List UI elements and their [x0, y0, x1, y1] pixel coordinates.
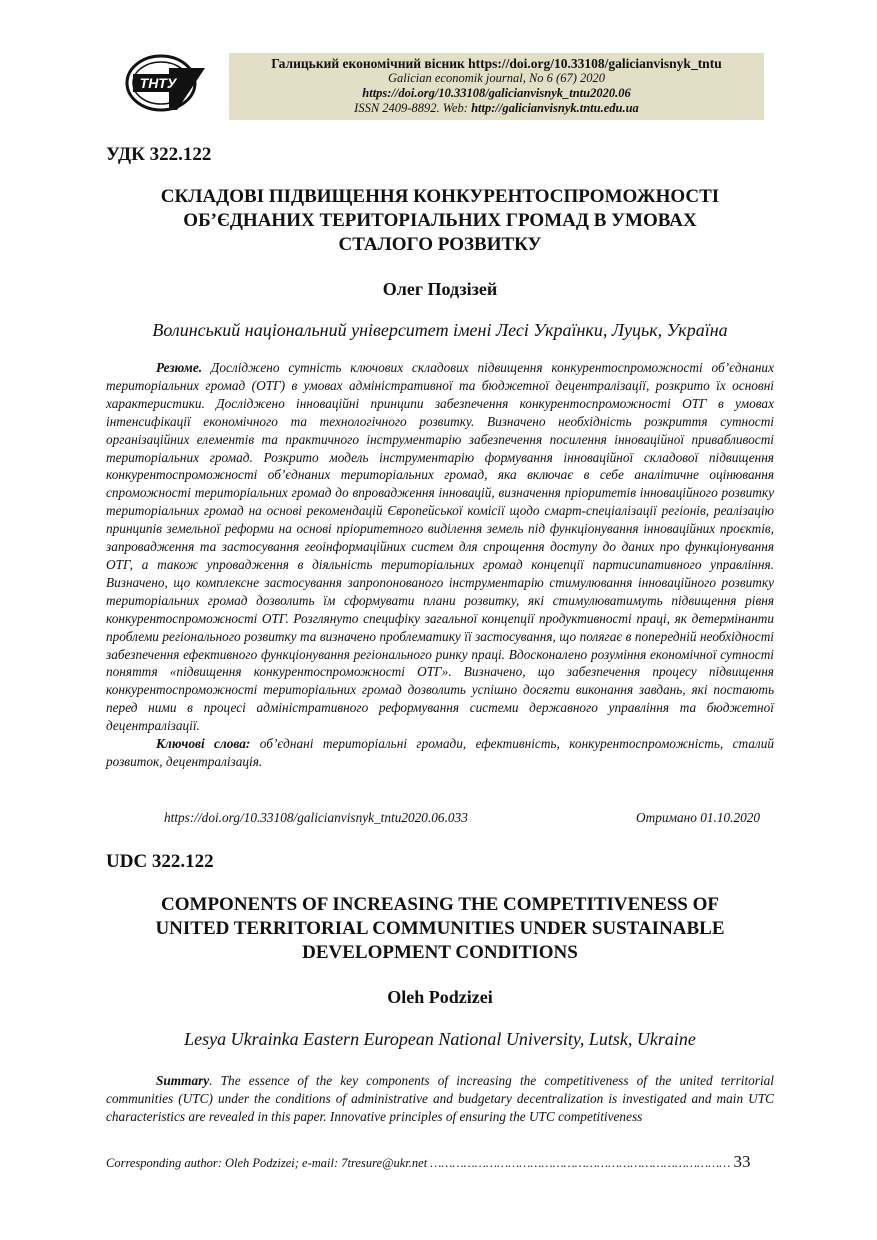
journal-issue: Galician economik journal, No 6 (67) 2020: [388, 71, 605, 85]
journal-issn: ISSN 2409-8892. Web: http://galicianvisnyk.tntu.edu.ua: [354, 101, 639, 115]
affiliation-ua: Волинський національний університет імені Лесі Українки, Луцьк, Україна: [152, 320, 728, 340]
affiliation-en: Lesya Ukrainka Eastern European National University, Lutsk, Ukraine: [184, 1029, 696, 1049]
summary-label-en: Summary: [156, 1073, 210, 1088]
tntu-logo-icon: [125, 54, 209, 112]
title-ua: СКЛАДОВІ ПІДВИЩЕННЯ КОНКУРЕНТОСПРОМОЖНОСТІ ОБ’ЄДНАНИХ ТЕРИТОРІАЛЬНИХ ГРОМАД В УМОВАХ СТАЛОГО РОЗВИТКУ: [160, 186, 720, 255]
corresponding-author: Corresponding author: Oleh Podzizei; e-mail: 7tresure@ukr.net ………………………………………………………………………: [106, 1156, 731, 1170]
journal-header: [229, 53, 764, 120]
article-doi[interactable]: https://doi.org/10.33108/galicianvisnyk_tntu2020.06.033: [164, 810, 468, 825]
keywords-label-ua: Ключові слова:: [156, 736, 251, 752]
journal-doi[interactable]: https://doi.org/10.33108/galicianvisnyk_tntu2020.06: [362, 86, 631, 100]
received-date: Отримано 01.10.2020: [636, 810, 761, 825]
udc-en: UDC 322.122: [106, 851, 214, 872]
abstract-ua: [106, 359, 774, 771]
summary-text-ua: Досліджено сутність ключових складових підвищення конкурентоспроможності об’єднаних територіальних громад (ОТГ) в умовах адміністративної та бюджетної децентралізації, розкрито їх основні характеристики. Досліджено інноваційні принципи забезпечення конкурентоспроможності ОТГ в умовах інтенсифікації економічного та технологічного розвитку. Визначено необхідність розкриття сутності організаційних елементів та практичного інструментарію забезпечення посилення інноваційної привабливості територіальних громад. Розкрито модель інструментарію формування інноваційної складової підвищення конкурентоспроможності об’єднаних територіальних громад, яка включає в себе аналітичне оцінювання спроможності територіальних громад до впровадження інновацій, визначення пріоритетів інноваційного розвитку територіальних громад на основі рекомендацій Європейської комісії щодо смарт-спеціалізації регіонів, реалізацію принципів земельної реформи на основі пріоритетного виділення земель під функціонування інноваційних проєктів, запровадження та застосування геоінформаційних систем для спрощення доступу до даних про функціонування ОТГ, а також упровадження в діяльність територіальних громад концепції партисипативного управління. Визначено, що комплексне застосування запропонованого інструментарію стимулювання інноваційного розвитку територіальних громад дозволить їм сформувати плани розвитку, які стимулюватимуть підвищення рівня конкурентоспроможності ОТГ. Розглянуто специфіку загальної концепції продуктивності праці, як детермінанти проблеми регіонального розвитку та визначено проблематику її застосування, що полягає в попередній необхідності забезпечення ефективного функціонування регіонального ринку праці. Вдосконалено розуміння економічної сутності поняття «підвищення конкурентоспроможності ОТГ». Визначено, що забезпечення процесу підвищення конкурентоспроможності територіальних громад дозволить успішно досягти виконання завдань, які постають перед ними в процесі адміністративного реформування системи державного управління та бюджетної децентралізації.: [106, 360, 774, 734]
page-footer: [106, 1152, 774, 1172]
summary-label-ua: Резюме.: [156, 360, 203, 375]
summary-text-en: . The essence of the key components of increasing the competitiveness of the united territorial communities (UTC) under the conditions of administrative and budgetary decentralization is investigated and main UTC characteristics are revealed in this paper. Innovative principles of ensuring the UTC competitiveness: [106, 1073, 774, 1124]
author-ua: Олег Подзізей: [382, 279, 498, 299]
abstract-en: [106, 1072, 774, 1126]
page-number: 33: [733, 1152, 751, 1171]
journal-logo: [125, 54, 209, 112]
udc-ua: УДК 322.122: [106, 144, 212, 165]
keywords-text-ua: об’єднані територіальні громади, ефективність, конкурентоспроможність, сталий розвиток, децентралізація.: [106, 736, 775, 769]
journal-title: Галицький економічний вісник https://doi.org/10.33108/galicianvisnyk_tntu: [271, 56, 722, 71]
title-en: COMPONENTS OF INCREASING THE COMPETITIVENESS OF UNITED TERRITORIAL COMMUNITIES UNDER SUSTAINABLE DEVELOPMENT CONDITIONS: [155, 894, 725, 963]
journal-web-link[interactable]: http://galicianvisnyk.tntu.edu.ua: [471, 101, 639, 115]
svg-text:ТНТУ: ТНТУ: [139, 75, 177, 91]
author-en: Oleh Podzizei: [387, 987, 493, 1007]
